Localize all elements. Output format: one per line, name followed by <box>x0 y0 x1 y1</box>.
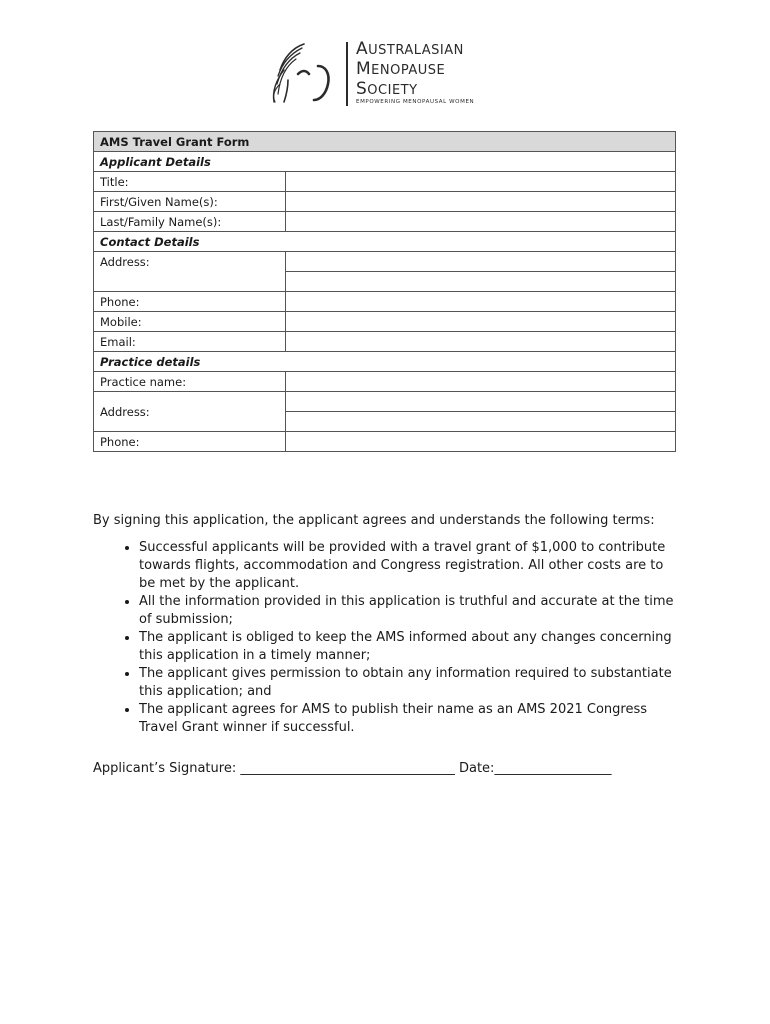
contact-address-field-1[interactable] <box>286 252 676 272</box>
terms-intro: By signing this application, the applicant agrees and understands the following terms: <box>93 513 655 528</box>
terms-item: • The applicant gives permission to obtain any information required to substantiate this application; and <box>139 665 683 701</box>
terms-list <box>93 539 683 737</box>
practice-address-field-2[interactable] <box>286 412 676 432</box>
mobile-field[interactable] <box>286 312 676 332</box>
last-name-field[interactable] <box>286 212 676 232</box>
phone-label: Phone: <box>94 292 286 312</box>
terms-item: • All the information provided in this application is truthful and accurate at the time of submission; <box>139 593 683 629</box>
terms-item: • The applicant agrees for AMS to publish their name as an AMS 2021 Congress Travel Grant winner if successful. <box>139 701 683 737</box>
section-applicant-details: Applicant Details <box>94 152 676 172</box>
email-label: Email: <box>94 332 286 352</box>
form-title: AMS Travel Grant Form <box>94 132 676 152</box>
title-field[interactable] <box>286 172 676 192</box>
practice-name-label: Practice name: <box>94 372 286 392</box>
woman-silhouette-icon <box>262 40 342 108</box>
logo-tagline: EMPOWERING MENOPAUSAL WOMEN <box>356 99 475 105</box>
date-label: Date: <box>458 761 495 776</box>
travel-grant-form <box>93 131 676 452</box>
title-label: Title: <box>94 172 286 192</box>
email-field[interactable] <box>286 332 676 352</box>
date-line[interactable]: __________________ <box>494 761 612 776</box>
first-name-label: First/Given Name(s): <box>94 192 286 212</box>
practice-address-label: Address: <box>94 392 286 432</box>
contact-address-field-2[interactable] <box>286 272 676 292</box>
mobile-label: Mobile: <box>94 312 286 332</box>
section-practice-details: Practice details <box>94 352 676 372</box>
practice-phone-label: Phone: <box>94 432 286 452</box>
contact-address-label: Address: <box>94 252 286 292</box>
terms-item: • The applicant is obliged to keep the AMS informed about any changes concerning this application in a timely manner; <box>139 629 683 665</box>
logo-wordmark: AUSTRALASIAN MENOPAUSE SOCIETY <box>356 39 464 99</box>
section-contact-details: Contact Details <box>94 232 676 252</box>
signature-line[interactable]: _________________________________ <box>240 761 455 776</box>
phone-field[interactable] <box>286 292 676 312</box>
last-name-label: Last/Family Name(s): <box>94 212 286 232</box>
practice-phone-field[interactable] <box>286 432 676 452</box>
terms-item: • Successful applicants will be provided with a travel grant of $1,000 to contribute towards flights, accommodation and Congress registration. All other costs are to be met by the applicant. <box>139 539 683 593</box>
ams-logo <box>262 40 502 110</box>
logo-divider <box>346 42 348 106</box>
terms-section <box>93 512 683 737</box>
signature-label: Applicant’s Signature: <box>93 761 237 776</box>
practice-address-field-1[interactable] <box>286 392 676 412</box>
practice-name-field[interactable] <box>286 372 676 392</box>
signature-row <box>93 761 693 776</box>
first-name-field[interactable] <box>286 192 676 212</box>
